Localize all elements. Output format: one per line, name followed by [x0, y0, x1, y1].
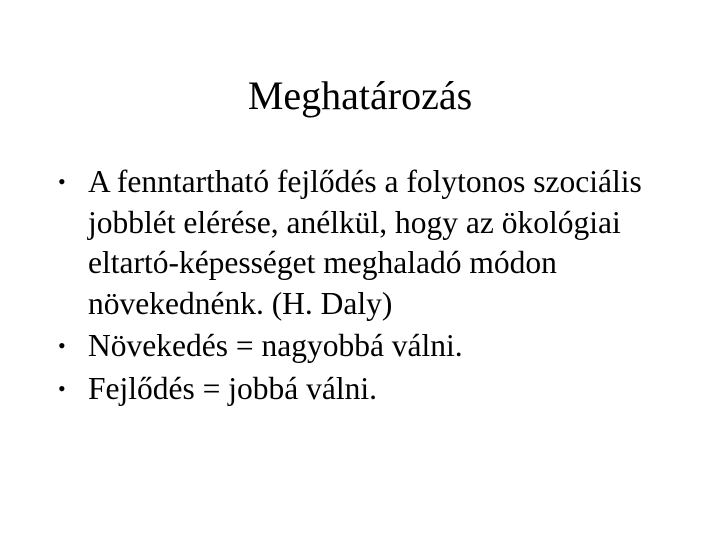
bullet-item-development [58, 369, 698, 410]
bullet-item-growth [58, 326, 698, 367]
bullet-text-development: Fejlődés = jobbá válni. [88, 370, 377, 406]
bullet-text-growth: Növekedés = nagyobbá válni. [88, 328, 463, 363]
bullet-icon: • [58, 375, 66, 401]
bullet-list [58, 162, 698, 409]
bullet-text-definition: A fenntartható fejlődés a folytonos szociális jobblét elérése, anélkül, hogy az ökológiai eltartó-képességet meghaladó módon növekednénk. (H. Daly) [88, 164, 642, 321]
bullet-icon: • [58, 333, 66, 358]
slide-title: Meghatározás [247, 73, 473, 118]
bullet-item-definition [58, 162, 698, 324]
bullet-icon: • [58, 169, 66, 194]
